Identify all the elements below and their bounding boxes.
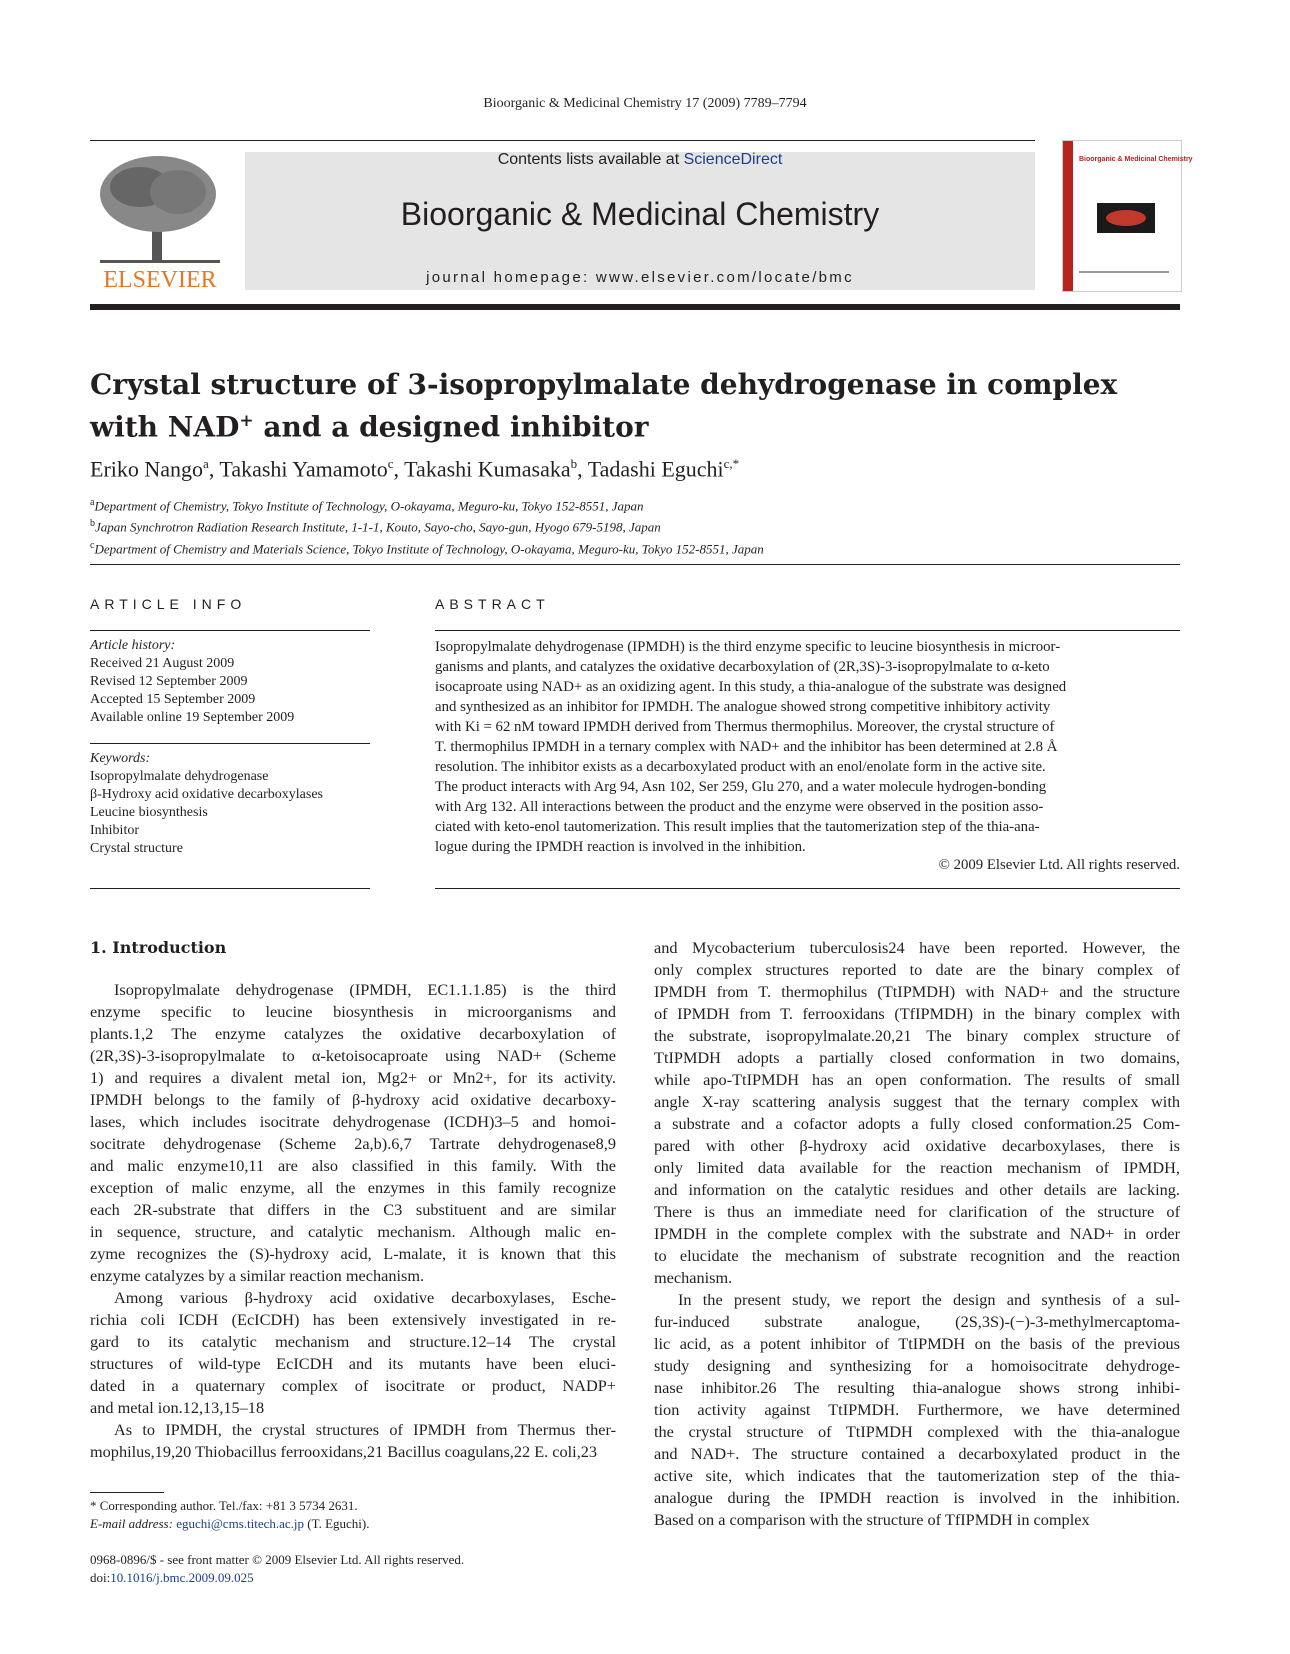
body-line: lases, which includes isocitrate dehydrogenase (ICDH)3–5 and homoi- xyxy=(90,1112,616,1131)
body-line: TtIPMDH adopts a partially closed conformation in two domains, xyxy=(654,1048,1180,1067)
body-line: (2R,3S)-3-isopropylmalate to α-ketoisocaproate using NAD+ (Scheme xyxy=(90,1046,616,1065)
abstract-copyright: © 2009 Elsevier Ltd. All rights reserved. xyxy=(938,857,1180,873)
history-item: Available online 19 September 2009 xyxy=(90,710,295,725)
abstract-line: The product interacts with Arg 94, Asn 102, Ser 259, Glu 270, and a water molecule hydrogen-bonding xyxy=(435,779,1047,795)
body-line: while apo-TtIPMDH has an open conformation. The results of small xyxy=(654,1070,1180,1089)
keyword: Isopropylmalate dehydrogenase xyxy=(90,769,269,784)
body-line: analogue during the IPMDH reaction is involved in the inhibition. xyxy=(654,1488,1180,1507)
body-line: pared with other β-hydroxy acid oxidative decarboxylases, there is xyxy=(654,1136,1180,1155)
right-column-text xyxy=(654,937,1180,1531)
body-line: There is thus an immediate need for clarification of the structure of xyxy=(654,1202,1180,1221)
body-line: the crystal structure of TtIPMDH complexed with the thia-analogue xyxy=(654,1422,1180,1441)
abstract-line: with Arg 132. All interactions between the product and the enzyme were observed in the position asso- xyxy=(435,799,1044,815)
body-line: lic acid, as a potent inhibitor of TtIPMDH on the basis of the previous xyxy=(654,1334,1180,1353)
body-line: and Mycobacterium tuberculosis24 have been reported. However, the xyxy=(654,938,1180,957)
body-line: As to IPMDH, the crystal structures of IPMDH from Thermus ther- xyxy=(114,1420,616,1439)
article-info-rule xyxy=(90,630,370,631)
abstract-bottom-rule xyxy=(435,888,1180,889)
author: Takashi Yamamoto xyxy=(219,456,388,482)
abstract-line: logue during the IPMDH reaction is involved in the inhibition. xyxy=(435,839,806,855)
affiliation: $^a$Department of Chemistry, Tokyo Institute of Technology, O-okayama, Meguro-ku, Tokyo 152-8551, Japan xyxy=(90,497,644,514)
top-rule xyxy=(90,140,1035,141)
body-line: and metal ion.12,13,15–18 xyxy=(90,1398,265,1417)
body-column-left xyxy=(90,937,616,1463)
sciencedirect-link[interactable]: ScienceDirect xyxy=(683,151,783,168)
body-line: IPMDH in the complete complex with the substrate and NAD+ in order xyxy=(654,1224,1180,1243)
abstract-line: with Ki = 62 nM toward IPMDH derived from Thermus thermophilus. Moreover, the crystal structure of xyxy=(435,719,1055,735)
body-line: a substrate and a cofactor adopts a fully closed conformation.25 Com- xyxy=(654,1114,1180,1133)
body-line: and malic enzyme10,11 are also classified in this family. With the xyxy=(90,1156,616,1175)
body-line: zyme recognizes the (S)-hydroxy acid, L-malate, it is known that this xyxy=(90,1244,616,1263)
body-line: In the present study, we report the design and synthesis of a sul- xyxy=(678,1290,1180,1309)
body-line: only limited data available for the reaction mechanism of IPMDH, xyxy=(654,1158,1180,1177)
history-label: Article history: xyxy=(90,638,176,653)
keyword: Inhibitor xyxy=(90,823,139,838)
body-line: to elucidate the mechanism of substrate recognition and the reaction xyxy=(654,1246,1180,1265)
body-line: each 2R-substrate that differs in the C3 substituent and are similar xyxy=(90,1200,616,1219)
body-line: mophilus,19,20 Thiobacillus ferrooxidans,21 Bacillus coagulans,22 E. coli,23 xyxy=(90,1442,598,1461)
publisher-name: ELSEVIER xyxy=(103,267,217,293)
abstract-line: resolution. The inhibitor exists as a decarboxylated product with an enol/enolate form in the active site. xyxy=(435,759,1046,775)
body-line: angle X-ray scattering analysis suggest that the ternary complex with xyxy=(654,1092,1180,1111)
history-item: Received 21 August 2009 xyxy=(90,656,235,671)
section-rule xyxy=(90,564,1180,565)
abstract-line: Isopropylmalate dehydrogenase (IPMDH) is the third enzyme specific to leucine biosynthesis in microor- xyxy=(435,639,1061,655)
elsevier-logo xyxy=(90,152,230,292)
keyword: Crystal structure xyxy=(90,841,183,856)
body-line: of IPMDH from T. ferrooxidans (TfIPMDH) in the binary complex with xyxy=(654,1004,1180,1023)
article-history xyxy=(90,637,370,727)
left-column-text xyxy=(90,979,616,1463)
body-line: Isopropylmalate dehydrogenase (IPMDH, EC1.1.1.85) is the third xyxy=(114,980,616,999)
body-line: IPMDH belongs to the family of β-hydroxy acid oxidative decarboxy- xyxy=(90,1090,616,1109)
body-line: IPMDH from T. thermophilus (TtIPMDH) with NAD+ and the structure xyxy=(654,982,1180,1001)
journal-cover xyxy=(1062,140,1193,292)
body-line: fur-induced substrate analogue, (2S,3S)-(−)-3-methylmercaptoma- xyxy=(654,1312,1180,1331)
title-line-1: Crystal structure of 3-isopropylmalate dehydrogenase in complex xyxy=(90,368,1118,401)
body-line: tion activity against TtIPMDH. Furthermore, we have determined xyxy=(654,1400,1180,1419)
body-line: only complex structures reported to date are the binary complex of xyxy=(654,960,1180,979)
keywords-label: Keywords: xyxy=(90,751,151,766)
section-heading: 1. Introduction xyxy=(90,938,227,957)
history-item: Revised 12 September 2009 xyxy=(90,674,248,689)
article-info-divider xyxy=(90,743,370,744)
body-line: Based on a comparison with the structure of TfIPMDH in complex xyxy=(654,1510,1090,1529)
body-line: Among various β-hydroxy acid oxidative decarboxylases, Esche- xyxy=(114,1288,616,1307)
contents-prefix: Contents lists available at xyxy=(497,151,684,168)
article-title xyxy=(90,366,1180,445)
journal-homepage[interactable]: journal homepage: www.elsevier.com/locate/bmc xyxy=(426,269,854,286)
journal-title: Bioorganic & Medicinal Chemistry xyxy=(400,196,880,232)
body-line: structures of wild-type EcICDH and its mutants have been eluci- xyxy=(90,1354,616,1373)
body-line: nase inhibitor.26 The resulting thia-analogue shows strong inhibi- xyxy=(654,1378,1180,1397)
doi-line: doi:10.1016/j.bmc.2009.09.025 xyxy=(90,1570,254,1585)
abstract-line: ganisms and plants, and catalyzes the oxidative decarboxylation of (2R,3S)-3-isopropylmalate to α-keto xyxy=(435,659,1050,675)
footnote-rule xyxy=(90,1492,164,1493)
keyword: Leucine biosynthesis xyxy=(90,805,208,820)
body-line: the substrate, isopropylmalate.20,21 The binary complex structure of xyxy=(654,1026,1180,1045)
body-line: plants.1,2 The enzyme catalyzes the oxidative decarboxylation of xyxy=(90,1024,616,1043)
contents-line xyxy=(245,151,1035,169)
corresponding-author: * Corresponding author. Tel./fax: +81 3 5734 2631. xyxy=(90,1498,358,1513)
affiliations xyxy=(90,494,764,558)
history-item: Accepted 15 September 2009 xyxy=(90,692,256,707)
abstract-heading: ABSTRACT xyxy=(435,596,550,612)
footnote xyxy=(90,1497,616,1533)
keywords xyxy=(90,750,370,858)
body-line: and NAD+. The structure contained a decarboxylated product in the xyxy=(654,1444,1180,1463)
abstract-line: T. thermophilus IPMDH in a ternary complex with NAD+ and the inhibitor has been determined at 2.8 Å xyxy=(435,739,1058,755)
body-line: socitrate dehydrogenase (Scheme 2a,b).6,7 Tartrate dehydrogenase8,9 xyxy=(90,1134,616,1153)
article-info-bottom-rule xyxy=(90,888,370,889)
affiliation: $^c$Department of Chemistry and Materials Science, Tokyo Institute of Technology, O-okayama, Meguro-ku, Tokyo 152-8551, Japan xyxy=(90,539,764,556)
abstract-line: isocaproate using NAD+ as an oxidizing agent. In this study, a thia-analogue of the substrate was designed xyxy=(435,679,1067,695)
email-line: E-mail address: eguchi@cms.titech.ac.jp (T. Eguchi). xyxy=(90,1516,370,1531)
abstract-rule xyxy=(435,630,1180,631)
author-list: Eriko Nango$^a$, Takashi Yamamoto$^c$, Takashi Kumasaka$^b$, Tadashi Eguchi$^{c,*}$ xyxy=(90,456,740,482)
journal-citation: Bioorganic & Medicinal Chemistry 17 (2009) 7789–7794 xyxy=(483,96,807,111)
body-line: gard to its catalytic mechanism and structure.12–14 The crystal xyxy=(90,1332,616,1351)
article-info-heading: ARTICLE INFO xyxy=(90,596,247,612)
affiliation: $^b$Japan Synchrotron Radiation Research Institute, 1-1-1, Kouto, Sayo-cho, Sayo-gun, Hyogo 679-5198, Japan xyxy=(90,518,661,535)
body-line: mechanism. xyxy=(654,1268,733,1287)
title-line-2: with NAD+ and a designed inhibitor xyxy=(90,410,649,444)
body-line: dated in a quaternary complex of isocitrate or product, NADP+ xyxy=(90,1376,616,1395)
front-matter xyxy=(90,1551,616,1587)
body-line: active site, which indicates that the tautomerization step of the thia- xyxy=(654,1466,1180,1485)
cover-title: Bioorganic & Medicinal Chemistry xyxy=(1079,156,1193,163)
keyword: β-Hydroxy acid oxidative decarboxylases xyxy=(90,787,323,802)
abstract-line: and synthesized as an inhibitor for IPMDH. The analogue showed strong competitive inhibitory activity xyxy=(435,699,1051,715)
doi-link[interactable]: 10.1016/j.bmc.2009.09.025 xyxy=(110,1570,254,1585)
body-line: enzyme catalyzes by a similar reaction mechanism. xyxy=(90,1266,425,1285)
body-line: study designing and synthesizing for a homoisocitrate dehydroge- xyxy=(654,1356,1180,1375)
author: Eriko Nango xyxy=(90,456,204,482)
author: Takashi Kumasaka xyxy=(404,456,571,482)
body-line: in sequence, structure, and catalytic mechanism. Although malic en- xyxy=(90,1222,616,1241)
body-line: 1) and requires a divalent metal ion, Mg2+ or Mn2+, for its activity. xyxy=(90,1068,616,1087)
abstract-line: ciated with keto-enol tautomerization. This result implies that the tautomerization step of the thia-ana- xyxy=(435,819,1040,835)
abstract-text xyxy=(435,637,1180,857)
body-line: richia coli ICDH (EcICDH) has been extensively investigated in re- xyxy=(90,1310,616,1329)
body-line: and information on the catalytic residues and other details are lacking. xyxy=(654,1180,1180,1199)
body-column-right xyxy=(654,937,1180,1531)
email-link[interactable]: eguchi@cms.titech.ac.jp xyxy=(176,1516,305,1531)
front-matter-line: 0968-0896/$ - see front matter © 2009 Elsevier Ltd. All rights reserved. xyxy=(90,1552,465,1567)
body-line: enzyme specific to leucine biosynthesis in microorganisms and xyxy=(90,1002,616,1021)
author: Tadashi Eguchi xyxy=(587,456,724,482)
header-thick-rule xyxy=(90,304,1180,310)
body-line: exception of malic enzyme, all the enzymes in this family recognize xyxy=(90,1178,616,1197)
